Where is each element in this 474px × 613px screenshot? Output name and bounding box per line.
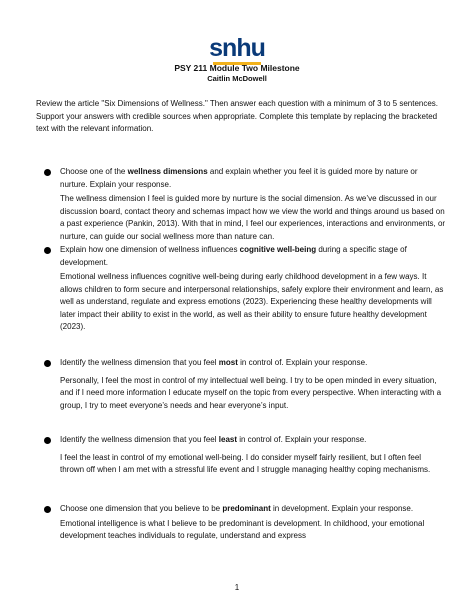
answer-paragraph: I feel the least in control of my emotional well-being. I do consider myself fairly resilient, but I often feel thrown off when I am met with a stressful life event and I struggle managing healthy coping mechanisms.: [60, 452, 431, 474]
question-item-3: [36, 357, 446, 412]
answer-paragraph: Emotional intelligence is what I believe to be predominant is development. In childhood, your emotional development teaches individuals to regulate, understand and express: [60, 518, 425, 540]
question-item-5: [36, 503, 446, 543]
bullet-icon: [44, 169, 51, 176]
bullet-icon: [44, 437, 51, 444]
question-part: in control of. Explain your response.: [237, 435, 367, 444]
question-part: Explain how one dimension of wellness influences: [60, 245, 240, 254]
question-part: during a specific stage of development.: [60, 245, 407, 267]
logo-text: snhu: [209, 34, 265, 62]
question-part: in development. Explain your response.: [270, 504, 414, 513]
question-text: [36, 244, 446, 269]
page-number: 1: [234, 583, 240, 592]
question-emphasis: most: [218, 358, 238, 367]
answer-paragraph: The wellness dimension I feel is guided more by nurture is the social dimension. As we’ve discussed in our discussion board, contact theory and schemas impact how we view the world and things around us based on a past experience (Pankin, 2013). With that in mind, I feel our experiences, interactions and environments, or nurture, can guide our social wellness more than nature can.: [60, 194, 446, 241]
bullet-icon: [44, 360, 51, 367]
question-part: in control of. Explain your response.: [237, 358, 368, 367]
question-text: [36, 166, 446, 191]
answer-paragraph: Emotional wellness influences cognitive well-being during early childhood development in a few ways. It allows children to form secure and interpersonal relationships, safely explore their environment and learn, as well as understand, regulate and express emotions (2023). Experiencing these healthy developments will later impact their ability to exist in the world, as well as their ability to ensure future healthy development (2023).: [60, 272, 444, 331]
bullet-icon: [44, 247, 51, 254]
question-text: [36, 503, 446, 516]
answer-paragraph: Personally, I feel the most in control of my intellectual well being. I try to be open minded in every situation, and if I need more information I educate myself on the topic from every perspective. When interacting with a group, I try to meet everyone’s needs and hear everyone’s input.: [60, 375, 442, 410]
bullet-icon: [44, 506, 51, 513]
question-part: Identify the wellness dimension that you feel: [60, 358, 219, 367]
intro-paragraph: Review the article "Six Dimensions of Wellness." Then answer each question with a minimum of 3 to 5 sentences. Support your answers with credible sources when appropriate. Complete this template by replacing the bracketed text with the relevant information.: [36, 99, 439, 133]
author-name: Caitlin McDowell: [207, 74, 267, 83]
question-emphasis: predominant: [222, 504, 271, 513]
question-part: Choose one of the: [60, 167, 128, 176]
question-part: Choose one dimension that you believe to be: [60, 504, 223, 513]
document-title: PSY 211 Module Two Milestone: [174, 63, 300, 73]
question-item-4: [36, 434, 446, 477]
snhu-logo: [0, 36, 474, 65]
question-item-2: [36, 244, 446, 334]
question-item-1: [36, 166, 446, 243]
question-part: and explain whether you feel it is guided more by nature or nurture. Explain your response.: [60, 167, 418, 189]
question-emphasis: least: [218, 435, 237, 444]
question-part: Identify the wellness dimension that you feel: [60, 435, 219, 444]
question-text: [36, 357, 446, 370]
question-emphasis: wellness dimensions: [127, 167, 208, 176]
question-text: [36, 434, 446, 447]
question-emphasis: cognitive well-being: [239, 245, 317, 254]
